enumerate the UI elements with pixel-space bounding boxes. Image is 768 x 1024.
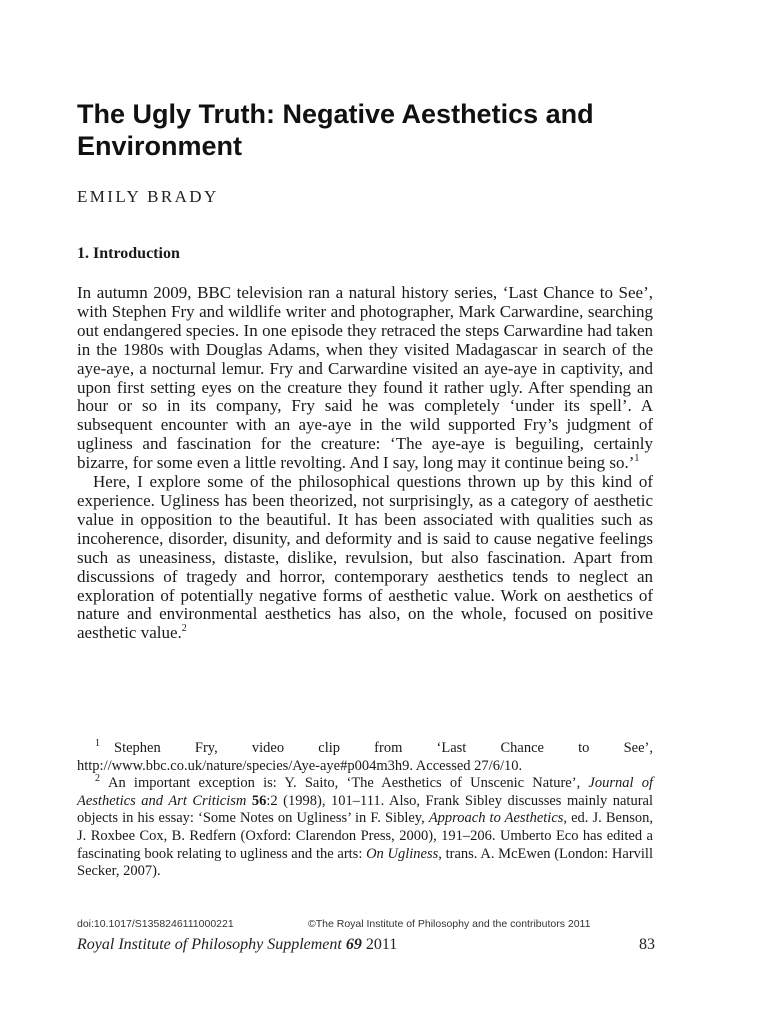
section-heading: 1. Introduction [77, 245, 180, 262]
paragraph: Here, I explore some of the philosophical questions thrown up by this kind of experience. Ugliness has been theorized, not surprisingly, as a category of aesthetic value in opposition to the beautiful. It has been associated with qualities such as incoherence, disorder, disunity, and deformity and is said to cause negative feelings such as uneasiness, distaste, dislike, revulsion, but also fascination. Apart from discussions of tragedy and horror, contemporary aesthetics tends to neglect an exploration of potentially negative forms of aesthetic value. Work on aesthetics of nature and environmental aesthetics has also, on the whole, focused on positive aesthetic value.$^2$ [77, 472, 653, 643]
copyright: ©The Royal Institute of Philosophy and the contributors 2011 [308, 918, 591, 930]
footnotes [77, 740, 653, 881]
book-title: On Ugliness [366, 845, 439, 862]
journal-year: 2011 [365, 936, 398, 953]
footnote-marker[interactable]: 1 [634, 453, 640, 465]
footnote-2: $^2$ An important exception is: Y. Saito, ‘The Aesthetics of Unscenic Nature’, Journal of Aesthetics and Art Criticism 56:2 (1998), 101–111. Also, Frank Sibley discusses mainly natural objects in his essay: ‘Some Notes on Ugliness’ in F. Sibley, Approach to Aesthetics, ed. J. Benson, J. Roxbee Cox, B. Redfern (Oxford: Clarendon Press, 2000), 191–206. Umberto Eco has edited a fascinating book relating to ugliness and the arts: On Ugliness, trans. A. McEwen (London: Harvill Secker, 2007). [77, 773, 654, 880]
body-text [77, 284, 653, 643]
doi[interactable]: doi:10.1017/S1358246111000221 [77, 918, 234, 930]
volume-number: 56 [251, 792, 267, 809]
journal-name: Royal Institute of Philosophy Supplement [77, 936, 342, 953]
journal-volume: 69 [345, 936, 362, 953]
footnote-number: 1 [95, 738, 100, 749]
footnote-1: $^1$ Stephen Fry, video clip from ‘Last Chance to See’, http://www.bbc.co.uk/nature/species/Aye-aye#p004m3h9. Accessed 27/6/10. [77, 738, 653, 774]
author-name: EMILY BRADY [77, 187, 219, 206]
footer-meta [77, 918, 655, 930]
footnote-number: 2 [95, 773, 100, 785]
running-footer [77, 936, 655, 954]
book-title: Approach to Aesthetics [428, 810, 564, 827]
journal-title: Journal of Aesthetics and Art Criticism [77, 775, 653, 809]
page-number: 83 [639, 936, 655, 953]
article-title: The Ugly Truth: Negative Aesthetics and Environment [77, 99, 594, 161]
paragraph: In autumn 2009, BBC television ran a natural history series, ‘Last Chance to See’, with Stephen Fry and wildlife writer and photographer, Mark Carwardine, searching out endangered species. In one episode they retraced the steps Carwardine had taken in the 1980s with Douglas Adams, when they visited Madagascar in search of the aye-aye, a nocturnal lemur. Fry and Carwardine visited an aye-aye in captivity, and upon first setting eyes on the creature they found it rather ugly. After spending an hour or so in its company, Fry said he was completely ‘under its spell’. A subsequent encounter with an aye-aye in the wild supported Fry’s judgment of ugliness and fascination for the creature: ‘The aye-aye is beguiling, certainly bizarre, for some even a little revolting. And I say, long may it continue being so.’$^1$ [77, 283, 653, 473]
footnote-marker[interactable]: 2 [181, 623, 187, 635]
